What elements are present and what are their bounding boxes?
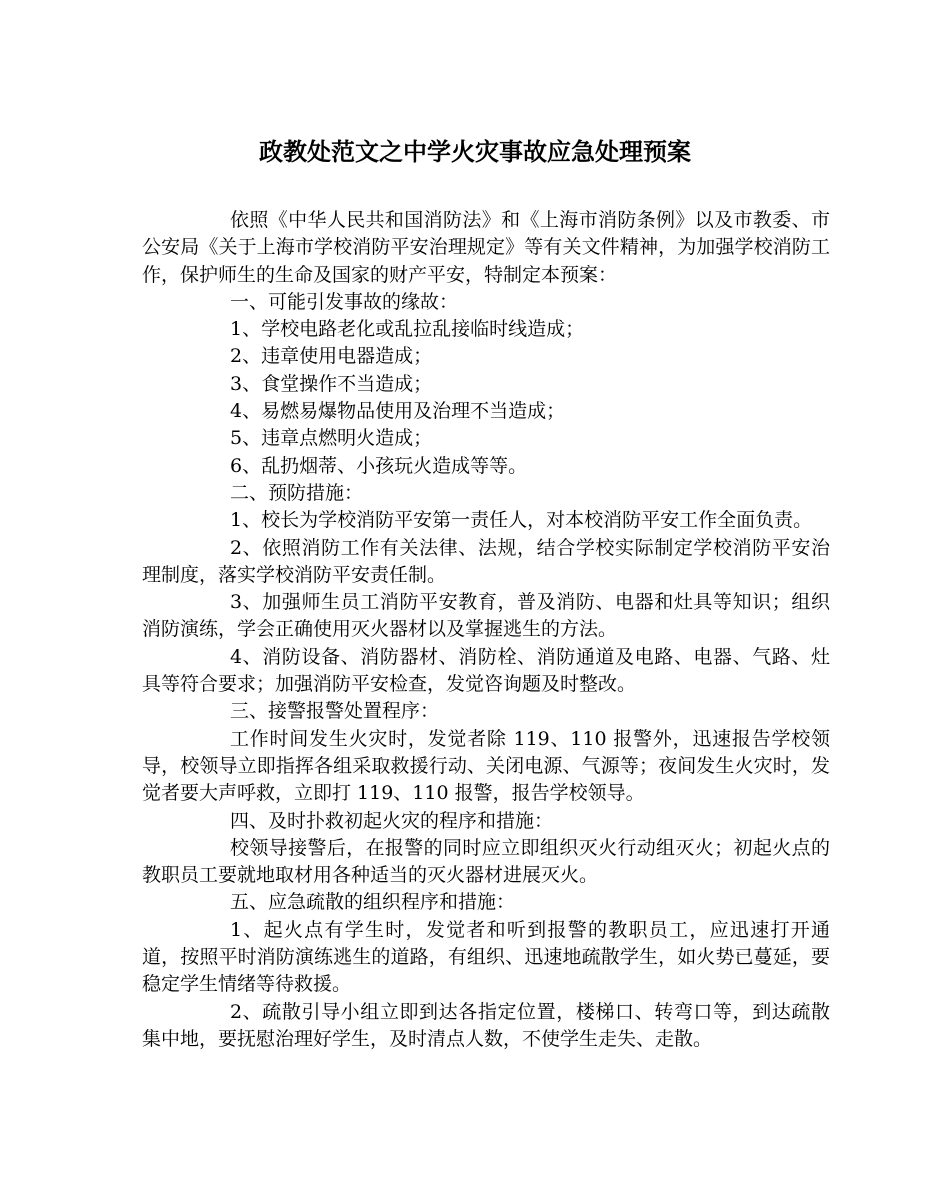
paragraph-alarm: 工作时间发生火灾时，发觉者除 119、110 报警外，迅速报告学校领导，校领导立即指挥各组采取救援行动、关闭电源、气源等；夜间发生火灾时，发觉者要大声呼救，立即打 119、110 报警，报告学校领导。	[142, 727, 830, 805]
list-item-prevention-1: 1、校长为学校消防平安第一责任人，对本校消防平安工作全面负责。	[230, 509, 813, 532]
list-item-cause-2: 2、违章使用电器造成；	[230, 345, 433, 368]
list-item-evacuation-2: 2、疏散引导小组立即到达各指定位置，楼梯口、转弯口等，到达疏散集中地，要抚慰治理好学生，及时清点人数，不使学生走失、走散。	[142, 1000, 830, 1050]
list-item-evacuation-1: 1、起火点有学生时，发觉者和听到报警的教职员工，应迅速打开通道，按照平时消防演练逃生的道路，有组织、迅速地疏散学生，如火势已蔓延，要稳定学生情绪等待救援。	[142, 918, 830, 996]
section-heading-firefighting: 四、及时扑救初起火灾的程序和措施：	[230, 809, 554, 832]
list-item-prevention-3: 3、加强师生员工消防平安教育，普及消防、电器和灶具等知识；组织消防演练，学会正确使用灭火器材以及掌握逃生的方法。	[142, 591, 830, 641]
paragraph-intro: 依照《中华人民共和国消防法》和《上海市消防条例》以及市教委、市公安局《关于上海市学校消防平安治理规定》等有关文件精神，为加强学校消防工作，保护师生的生命及国家的财产平安，特制定本预案：	[142, 209, 830, 286]
document-body	[142, 207, 830, 1053]
section-heading-causes: 一、可能引发事故的缘故：	[230, 290, 459, 313]
section-heading-alarm: 三、接警报警处置程序：	[230, 700, 440, 723]
document-title: 政教处范文之中学火灾事故应急处理预案	[259, 137, 691, 166]
list-item-cause-3: 3、食堂操作不当造成；	[230, 372, 433, 395]
list-item-prevention-4: 4、消防设备、消防器材、消防栓、消防通道及电路、电器、气路、灶具等符合要求；加强消防平安检查，发觉咨询题及时整改。	[142, 645, 830, 696]
list-item-prevention-2: 2、依照消防工作有关法律、法规，结合学校实际制定学校消防平安治理制度，落实学校消防平安责任制。	[142, 536, 830, 586]
list-item-cause-4: 4、易燃易爆物品使用及治理不当造成；	[230, 400, 566, 423]
section-heading-evacuation: 五、应急疏散的组织程序和措施：	[230, 891, 516, 914]
list-item-cause-6: 6、乱扔烟蒂、小孩玩火造成等等。	[230, 454, 528, 477]
list-item-cause-5: 5、违章点燃明火造成；	[230, 427, 433, 450]
list-item-cause-1: 1、学校电路老化或乱拉乱接临时线造成；	[230, 318, 585, 341]
paragraph-firefighting: 校领导接警后，在报警的同时应立即组织灭火行动组灭火；初起火点的教职员工要就地取材用各种适当的灭火器材进展灭火。	[142, 836, 830, 887]
section-heading-prevention: 二、预防措施：	[230, 481, 364, 504]
